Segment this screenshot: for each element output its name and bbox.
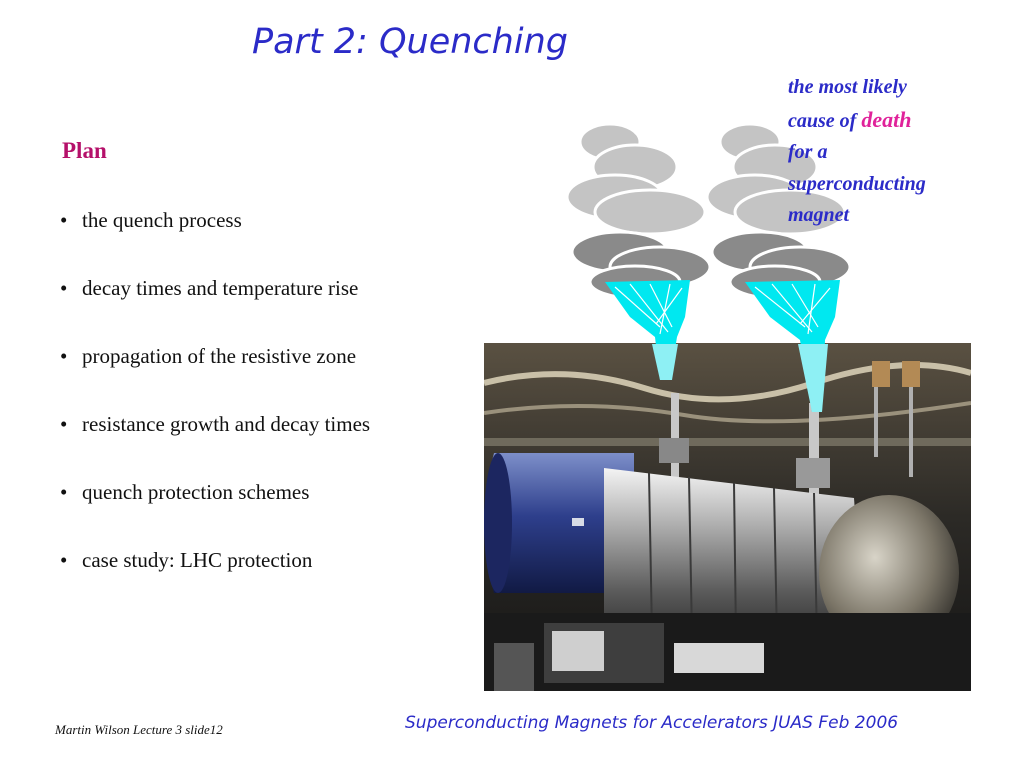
list-item-label: case study: LHC protection [82,548,313,572]
left-plume [567,124,710,380]
list-item [60,412,370,480]
annotation-text: cause of [788,109,862,132]
list-item-label: quench protection schemes [82,480,310,504]
bullet-icon: • [60,344,68,368]
annotation-line: the most likely [788,76,907,98]
bullet-icon: • [60,548,68,572]
annotation-line: for a [788,141,828,163]
list-item-label: the quench process [82,208,242,232]
bullet-icon: • [60,480,68,504]
annotation-line: magnet [788,204,850,226]
list-item [60,480,370,548]
list-item [60,276,370,344]
bullet-icon: • [60,208,68,232]
death-annotation [788,72,988,232]
list-item-label: decay times and temperature rise [82,276,359,300]
list-item [60,548,370,616]
death-highlight: death [861,106,912,132]
bullet-icon: • [60,412,68,436]
slide-title: Part 2: Quenching [252,22,568,62]
plan-heading: Plan [62,138,107,163]
list-item-label: propagation of the resistive zone [82,344,357,368]
plan-list [60,208,370,616]
list-item-label: resistance growth and decay times [82,412,371,436]
list-item [60,208,370,276]
footer-author: Martin Wilson Lecture 3 slide12 [55,722,223,737]
list-item [60,344,370,412]
annotation-line [788,104,988,138]
footer-course: Superconducting Magnets for Accelerators JUAS Feb 2006 [405,713,899,733]
annotation-line: superconducting [788,172,926,195]
bullet-icon: • [60,276,68,300]
